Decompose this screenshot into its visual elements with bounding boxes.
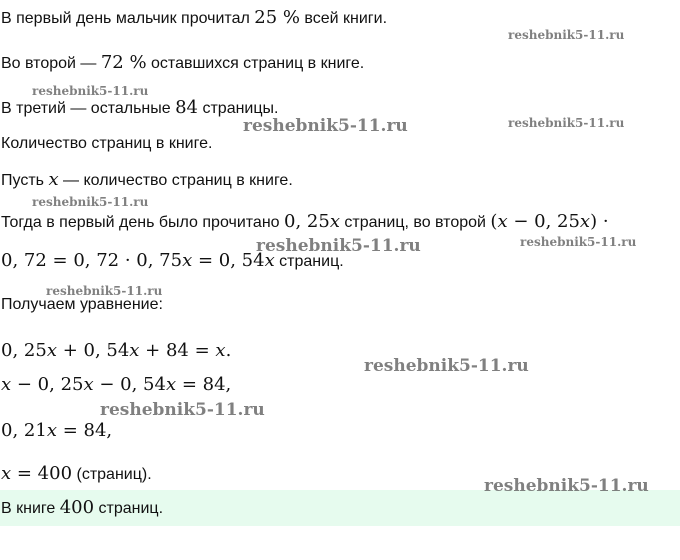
text: Во второй — bbox=[1, 55, 101, 72]
math: = 84, bbox=[176, 374, 232, 395]
text: страницы. bbox=[198, 100, 279, 117]
math: = 84, bbox=[56, 420, 113, 441]
watermark: reshebnik5-11.ru bbox=[484, 476, 649, 496]
math-var: x bbox=[264, 250, 275, 271]
watermark: reshebnik5-11.ru bbox=[508, 116, 625, 130]
text: Тогда в первый день было прочитано bbox=[1, 214, 284, 231]
text: всей книги. bbox=[299, 10, 388, 27]
watermark: reshebnik5-11.ru bbox=[364, 356, 529, 376]
equation-4 bbox=[1, 462, 152, 486]
answer-line bbox=[1, 498, 163, 519]
math: + 84 = bbox=[139, 340, 216, 361]
math-var: x bbox=[83, 374, 94, 395]
watermark: reshebnik5-11.ru bbox=[46, 284, 163, 298]
math: + 0, 54 bbox=[56, 340, 130, 361]
text-line-question bbox=[1, 134, 212, 154]
text: страниц. bbox=[94, 500, 164, 517]
math: = 400 bbox=[11, 463, 73, 484]
watermark: reshebnik5-11.ru bbox=[32, 195, 149, 209]
math: 0, 25 bbox=[284, 211, 330, 232]
math-var: x bbox=[46, 420, 57, 441]
text-line-equation-intro bbox=[1, 295, 163, 315]
text: — количество страниц в книге. bbox=[58, 172, 293, 189]
math: 0, 72 = 0, 72 · 0, 75 bbox=[1, 250, 183, 271]
text-line-day1 bbox=[1, 8, 387, 29]
math: ( bbox=[490, 211, 498, 232]
math: − 0, 25 bbox=[11, 374, 84, 395]
text: Пусть bbox=[1, 172, 49, 189]
watermark: reshebnik5-11.ru bbox=[32, 84, 149, 98]
math-var: x bbox=[497, 211, 508, 232]
text: В книге bbox=[1, 500, 60, 517]
text-line-then bbox=[1, 212, 609, 233]
math: ) · bbox=[590, 211, 609, 232]
math: − 0, 54 bbox=[93, 374, 166, 395]
watermark: reshebnik5-11.ru bbox=[508, 28, 625, 42]
math: 0, 21 bbox=[1, 420, 47, 441]
math: 25 % bbox=[254, 7, 300, 28]
math: 0, 25 bbox=[1, 340, 47, 361]
text: Получаем уравнение: bbox=[1, 296, 163, 313]
math-var: x bbox=[129, 340, 140, 361]
text-line-day3 bbox=[1, 98, 278, 119]
math-var: x bbox=[46, 340, 57, 361]
text: оставшихся страниц в книге. bbox=[146, 55, 365, 72]
math-var: x bbox=[165, 374, 177, 395]
equation-1 bbox=[1, 339, 231, 362]
math-var: x bbox=[1, 463, 12, 484]
math-var: x bbox=[182, 250, 193, 271]
math-var: x bbox=[215, 340, 226, 361]
math: 72 % bbox=[100, 52, 147, 73]
equation-3 bbox=[1, 419, 112, 442]
math: − 0, 25 bbox=[507, 211, 580, 232]
text: Количество страниц в книге. bbox=[1, 135, 213, 152]
text: страниц, во второй bbox=[339, 214, 491, 231]
text: В третий — остальные bbox=[1, 100, 176, 117]
math-var: x bbox=[329, 211, 340, 232]
text-line-day2 bbox=[1, 53, 364, 74]
math: = 0, 54 bbox=[192, 250, 265, 271]
text-line-let-x bbox=[1, 170, 293, 191]
watermark: reshebnik5-11.ru bbox=[520, 235, 637, 249]
math: . bbox=[225, 340, 232, 361]
math-var: x bbox=[48, 169, 59, 190]
text: страниц. bbox=[274, 253, 344, 270]
equation-2 bbox=[1, 373, 231, 396]
watermark: reshebnik5-11.ru bbox=[256, 236, 421, 256]
text: (страниц). bbox=[72, 466, 152, 483]
math-var: x bbox=[579, 211, 591, 232]
watermark: reshebnik5-11.ru bbox=[100, 400, 265, 420]
math: 84 bbox=[175, 97, 199, 118]
math: 400 bbox=[59, 497, 95, 518]
watermark: reshebnik5-11.ru bbox=[243, 116, 408, 136]
math-var: x bbox=[1, 374, 12, 395]
text: В первый день мальчик прочитал bbox=[1, 10, 255, 27]
